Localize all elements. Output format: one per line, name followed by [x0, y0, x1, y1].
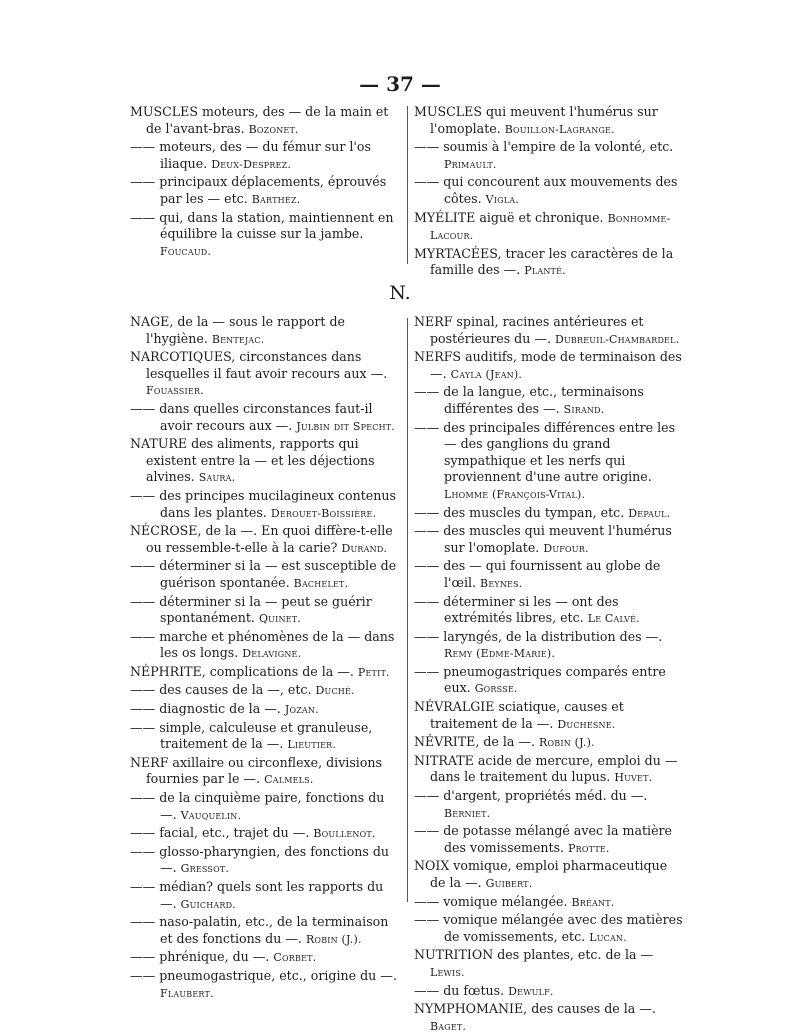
entry-text: NERF axillaire ou circonflexe, divisions fournies par le —.: [130, 754, 382, 787]
entry-text: NERF spinal, racines antérieures et postérieures du —.: [414, 314, 644, 346]
entry-text: MUSCLES moteurs, des — de la main et de l'avant-bras.: [130, 104, 389, 136]
index-entry: [414, 420, 686, 504]
index-entry: [414, 349, 686, 383]
index-entry: [414, 210, 686, 245]
entry-text: —— des — qui fournissent au globe de l'œil.: [414, 558, 661, 590]
index-entry: [130, 790, 402, 824]
index-entry: [130, 401, 402, 435]
entry-author: Foucaud.: [160, 244, 212, 258]
entry-author: Corbet.: [273, 951, 317, 965]
entry-author: Berniet.: [444, 806, 491, 820]
entry-text: —— diagnostic de la —.: [130, 701, 281, 717]
entry-author: Beynes.: [480, 576, 523, 590]
entry-author: Flaubert.: [160, 986, 214, 1000]
entry-author: Duchesne.: [557, 717, 616, 731]
index-entry: [414, 174, 686, 208]
index-entry: [130, 436, 402, 487]
column-rule-top: [407, 106, 408, 264]
index-entry: [414, 594, 686, 628]
entry-text: —— simple, calculeuse et granuleuse, traitement de la —.: [130, 719, 373, 752]
entry-author: Bozonet.: [248, 122, 299, 136]
index-entry: [130, 968, 402, 1002]
entry-author: Sirand.: [563, 402, 605, 416]
index-entry: [414, 523, 686, 557]
entry-text: —— soumis à l'empire de la volonté, etc.: [414, 139, 674, 155]
index-entry: [130, 879, 402, 913]
index-entry: [130, 349, 402, 400]
index-entry: [130, 174, 402, 208]
entry-text: —— des muscles du tympan, etc.: [414, 504, 625, 520]
index-entry: [130, 314, 402, 348]
column-right-bottom: [414, 314, 686, 1036]
index-entry: [130, 488, 402, 522]
entry-author: Barthez.: [251, 192, 301, 206]
entry-author: Robin (J.).: [305, 932, 362, 946]
entry-text: —— laryngés, de la distribution des —.: [414, 628, 663, 644]
entry-author: Depaul.: [628, 506, 671, 520]
index-entry: [414, 505, 686, 523]
entry-author: Delavigne.: [242, 647, 302, 661]
column-left-top: [130, 104, 402, 261]
column-left-bottom: [130, 314, 402, 1003]
index-entry: [414, 734, 686, 752]
entry-author: Calmels.: [264, 773, 314, 787]
index-entry: [414, 104, 686, 138]
entry-text: —— marche et phénomènes de la — dans les os longs.: [130, 628, 395, 661]
index-entry: [130, 210, 402, 261]
index-entry: [414, 384, 686, 418]
entry-author: Derouet-Boissière.: [270, 506, 377, 520]
entry-author: Dufour.: [543, 541, 589, 555]
entry-text: —— médian? quels sont les rapports du —.: [130, 879, 384, 911]
index-entry: [414, 1001, 686, 1035]
index-entry: [130, 914, 402, 948]
entry-text: —— qui concourent aux mouvements des côtes.: [414, 174, 678, 206]
column-right-top: [414, 104, 686, 281]
entry-text: NITRATE acide de mercure, emploi du — dans le traitement du lupus.: [414, 752, 678, 785]
entry-author: Deux-Desprez.: [211, 157, 292, 171]
entry-author: Quinet.: [258, 612, 301, 626]
index-entry: [130, 825, 402, 843]
entry-author: Lieutier.: [287, 738, 337, 752]
entry-text: —— vomique mélangée avec des matières de vomissements, etc.: [414, 912, 683, 944]
entry-author: Guichard.: [180, 897, 236, 911]
entry-text: —— déterminer si la — est susceptible de guérison spontanée.: [130, 558, 397, 590]
page-number: — 37 —: [359, 72, 441, 96]
entry-author: Gorsse.: [474, 682, 518, 696]
entry-text: NAGE, de la — sous le rapport de l'hygiène.: [130, 314, 345, 346]
entry-author: Bonhomme-Lacour.: [430, 211, 671, 243]
entry-text: —— qui, dans la station, maintiennent en équilibre la cuisse sur la jambe.: [130, 209, 394, 242]
entry-author: Bouillon-Lagrange.: [504, 122, 615, 136]
entry-author: Baget.: [430, 1019, 467, 1033]
index-entry: [130, 139, 402, 173]
index-entry: [414, 558, 686, 592]
entry-author: Remy (Edme-Marie).: [444, 647, 556, 661]
entry-author: Jozan.: [284, 703, 319, 717]
entry-text: —— du fœtus.: [414, 982, 505, 998]
index-entry: [130, 701, 402, 719]
index-entry: [130, 558, 402, 592]
entry-text: —— principaux déplacements, éprouvés par les — etc.: [130, 174, 387, 206]
entry-author: Lucan.: [589, 930, 627, 944]
entry-author: Petit.: [357, 665, 390, 679]
entry-text: NÉVRITE, de la —.: [414, 734, 536, 750]
entry-author: Duché.: [315, 684, 355, 698]
index-entry: [414, 139, 686, 173]
entry-text: —— pneumogastrique, etc., origine du —.: [130, 967, 397, 983]
index-entry: [414, 246, 686, 280]
index-entry: [414, 629, 686, 663]
entry-author: Vigla.: [485, 192, 519, 206]
index-entry: [130, 949, 402, 967]
entry-text: NÉCROSE, de la —. En quoi diffère-t-elle ou ressemble-t-elle à la carie?: [130, 523, 393, 555]
index-entry: [414, 788, 686, 822]
entry-text: —— de la cinquième paire, fonctions du —.: [130, 790, 385, 822]
entry-author: Planté.: [524, 264, 566, 278]
entry-author: Boullenot.: [313, 827, 376, 841]
index-entry: [130, 594, 402, 628]
index-entry: [414, 753, 686, 787]
entry-author: Bachelet.: [293, 576, 349, 590]
entry-author: Robin (J.).: [539, 736, 595, 750]
entry-text: —— phrénique, du —.: [130, 949, 270, 965]
entry-text: MYRTACÉES, tracer les caractères de la famille des —.: [414, 245, 674, 278]
index-entry: [414, 894, 686, 912]
entry-author: Bréant.: [571, 895, 615, 909]
entry-author: Vauquelin.: [180, 808, 242, 822]
entry-author: Guibert.: [485, 877, 533, 890]
index-entry: [130, 523, 402, 557]
index-entry: [414, 983, 686, 1001]
entry-text: NÉPHRITE, complications de la —.: [130, 663, 354, 679]
entry-text: NYMPHOMANIE, des causes de la —.: [414, 1001, 656, 1017]
entry-text: NOIX vomique, emploi pharmaceutique de la —.: [414, 858, 668, 890]
entry-author: Le Calvé.: [587, 612, 640, 626]
entry-author: Dubreuil-Chambardel.: [554, 332, 680, 346]
entry-text: —— déterminer si les — ont des extrémités libres, etc.: [414, 593, 619, 626]
entry-text: MUSCLES qui meuvent l'humérus sur l'omoplate.: [414, 104, 658, 136]
entry-text: NATURE des aliments, rapports qui existent entre la — et les déjections alvines.: [130, 436, 375, 485]
entry-text: —— d'argent, propriétés méd. du —.: [414, 788, 648, 804]
entry-author: Saura.: [198, 471, 236, 485]
entry-author: Fouassier.: [146, 384, 204, 398]
entry-text: NUTRITION des plantes, etc. de la —: [414, 947, 654, 963]
index-entry: [414, 858, 686, 892]
index-entry: [130, 629, 402, 663]
entry-text: —— pneumogastriques comparés entre eux.: [414, 663, 666, 696]
entry-author: Primault.: [444, 157, 497, 171]
index-entry: [130, 682, 402, 700]
index-entry: [130, 104, 402, 138]
entry-text: —— naso-palatin, etc., de la terminaison et des fonctions du —.: [130, 914, 389, 946]
entry-author: Dewulf.: [508, 984, 554, 998]
entry-text: —— déterminer si la — peut se guérir spontanément.: [130, 593, 372, 626]
entry-author: Lhomme (François-Vital).: [444, 487, 586, 501]
entry-text: NÉVRALGIE sciatique, causes et traitement de la —.: [414, 699, 624, 731]
index-entry: [130, 844, 402, 878]
entry-text: MYÉLITE aiguë et chronique.: [414, 209, 604, 225]
entry-author: Julbin dit Specht.: [296, 419, 396, 433]
entry-author: Lewis.: [430, 965, 465, 979]
entry-text: —— des muscles qui meuvent l'humérus sur l'omoplate.: [414, 523, 672, 555]
entry-author: Durand.: [341, 541, 388, 555]
entry-text: —— vomique mélangée.: [414, 893, 568, 909]
entry-text: —— moteurs, des — du fémur sur l'os iliaque.: [130, 139, 371, 171]
entry-author: Protte.: [568, 841, 610, 855]
index-entry: [414, 699, 686, 733]
entry-author: Bentejac.: [211, 332, 265, 346]
index-entry: [414, 947, 686, 981]
entry-author: Cayla (Jean).: [450, 367, 523, 381]
entry-author: Huvet.: [614, 771, 653, 785]
entry-author: Gressot.: [180, 862, 230, 876]
index-entry: [414, 664, 686, 698]
entry-text: —— de potasse mélangé avec la matière des vomissements.: [414, 823, 672, 855]
entry-text: —— glosso-pharyngien, des fonctions du —.: [130, 843, 390, 876]
entry-text: —— des causes de la —, etc.: [130, 682, 312, 698]
index-entry: [414, 314, 686, 348]
index-entry: [130, 664, 402, 682]
index-entry: [414, 912, 686, 946]
entry-text: —— des principes mucilagineux contenus dans les plantes.: [130, 487, 396, 520]
entry-text: NARCOTIQUES, circonstances dans lesquelles il faut avoir recours aux —.: [130, 349, 388, 381]
index-entry: [414, 823, 686, 857]
entry-text: —— dans quelles circonstances faut-il avoir recours aux —.: [130, 400, 373, 433]
index-entry: [130, 720, 402, 754]
entry-text: —— de la langue, etc., terminaisons différentes des —.: [414, 384, 644, 416]
entry-text: —— des principales différences entre les — des ganglions du grand sympathique et les nerfs qui proviennent d'une autre origine.: [414, 419, 676, 485]
section-letter: N.: [389, 282, 411, 304]
column-rule-bottom: [407, 318, 408, 902]
index-entry: [130, 755, 402, 789]
entry-text: NERFS auditifs, mode de terminaison des —.: [414, 349, 682, 381]
entry-text: —— facial, etc., trajet du —.: [130, 825, 310, 841]
